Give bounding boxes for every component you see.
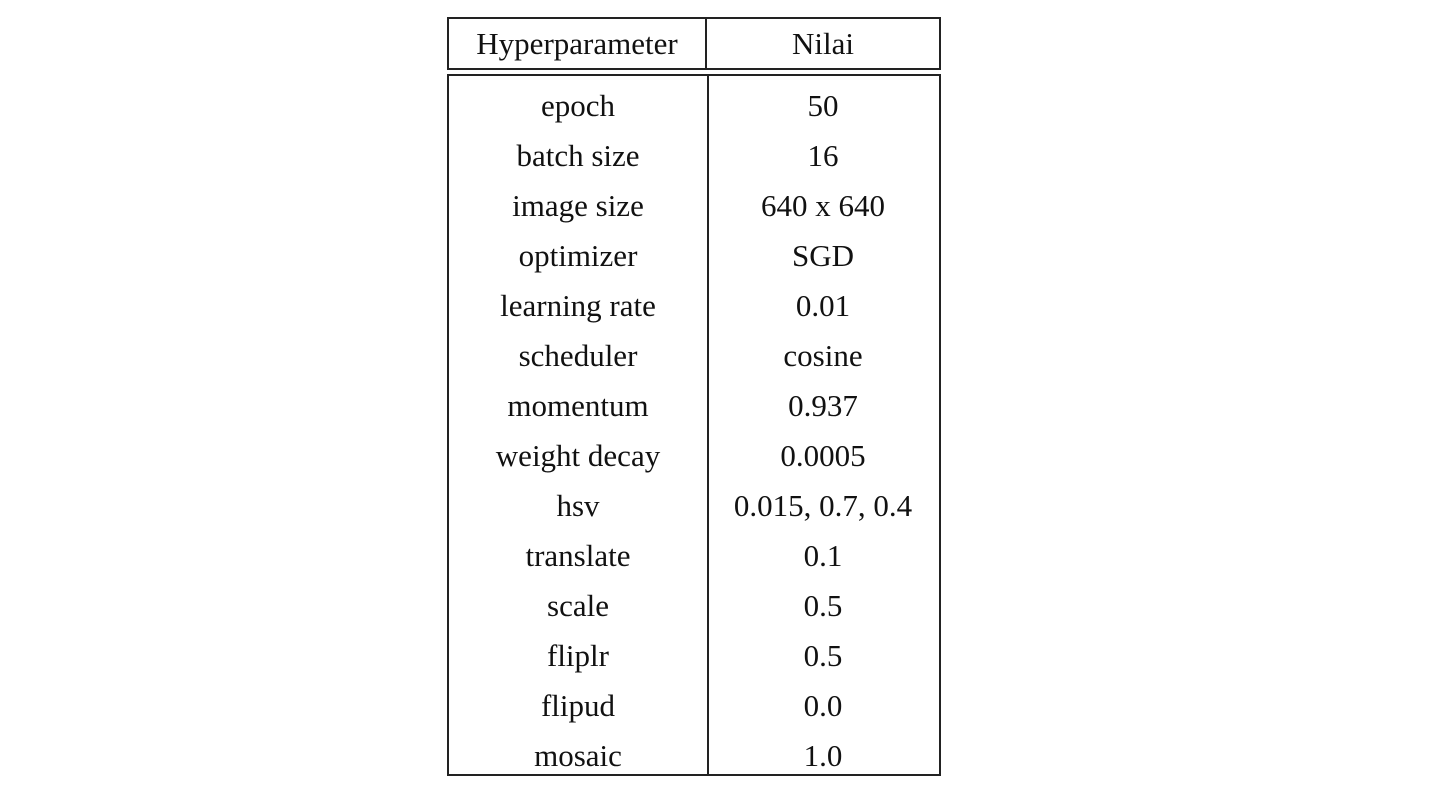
- value-cell: 0.5: [803, 587, 843, 623]
- table-row: [449, 430, 939, 480]
- table-row: [449, 680, 939, 730]
- table-row: [449, 480, 939, 530]
- hyperparameter-table: [447, 17, 941, 776]
- value-cell: 0.0005: [780, 437, 866, 473]
- table-row: [449, 530, 939, 580]
- value-cell: 50: [807, 87, 839, 123]
- param-cell: mosaic: [534, 737, 622, 773]
- value-cell: 0.01: [795, 287, 851, 323]
- table-row: [449, 580, 939, 630]
- table-header: [447, 17, 941, 70]
- param-cell: scale: [547, 587, 609, 623]
- param-cell: weight decay: [495, 437, 661, 473]
- param-cell: scheduler: [518, 337, 638, 373]
- param-cell: momentum: [507, 387, 649, 423]
- param-cell: learning rate: [500, 287, 656, 323]
- value-cell: 0.937: [788, 387, 858, 423]
- table-row: [449, 380, 939, 430]
- table-row: [449, 230, 939, 280]
- value-cell: 0.1: [803, 537, 843, 573]
- table-row: [449, 180, 939, 230]
- value-cell: 0.015, 0.7, 0.4: [733, 487, 913, 523]
- table-rows: [449, 80, 939, 780]
- table-row: [449, 630, 939, 680]
- param-cell: hsv: [556, 487, 600, 523]
- param-cell: image size: [512, 187, 644, 223]
- param-cell: epoch: [540, 87, 616, 123]
- header-value: Nilai: [792, 26, 854, 61]
- table-body: [447, 74, 941, 776]
- param-cell: translate: [525, 537, 631, 573]
- header-hyperparameter: Hyperparameter: [449, 19, 707, 68]
- table-row: [449, 330, 939, 380]
- value-cell: 640 x 640: [761, 187, 885, 223]
- param-cell: flipud: [540, 687, 616, 723]
- value-cell: 1.0: [803, 737, 843, 773]
- table-row: [449, 280, 939, 330]
- value-cell: 16: [807, 137, 839, 173]
- table-row: [449, 730, 939, 780]
- param-cell: optimizer: [518, 237, 638, 273]
- value-cell: cosine: [783, 337, 863, 373]
- param-cell: fliplr: [547, 637, 609, 673]
- param-cell: batch size: [516, 137, 640, 173]
- table-row: [449, 80, 939, 130]
- value-cell: 0.0: [803, 687, 843, 723]
- value-cell: 0.5: [803, 637, 843, 673]
- table-row: [449, 130, 939, 180]
- value-cell: SGD: [791, 237, 854, 273]
